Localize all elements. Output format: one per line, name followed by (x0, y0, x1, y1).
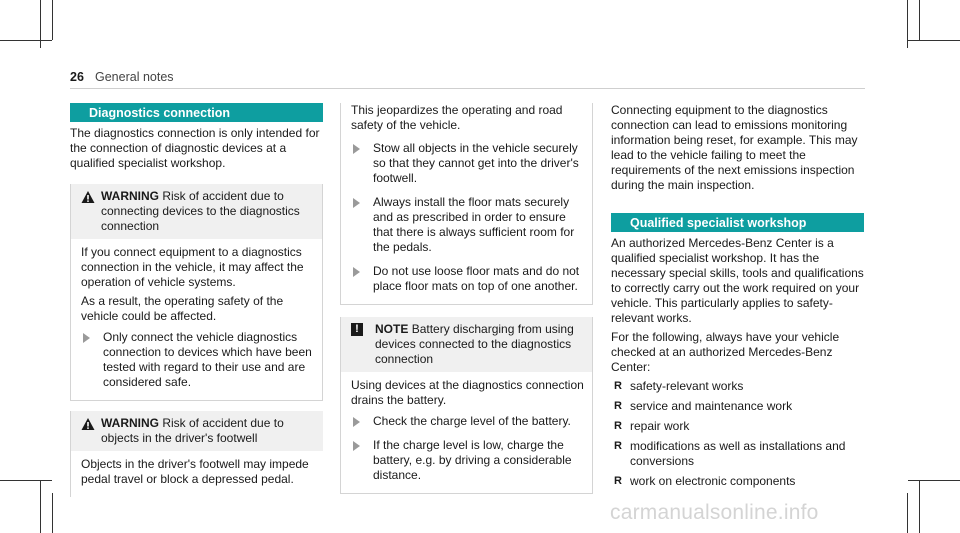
exclamation-icon: ! (351, 323, 363, 336)
workshop-paragraph: For the following, always have your vehicle checked at an authorized Mercedes-Benz Center: (611, 330, 840, 374)
crop-mark (52, 493, 53, 533)
warning-box-footwell (70, 411, 323, 497)
crop-mark (908, 40, 960, 41)
page-number: 26 (70, 70, 84, 84)
crop-mark (52, 0, 53, 40)
step-text: Check the charge level of the battery. (373, 414, 571, 428)
step-arrow-icon (353, 144, 360, 154)
note-body (341, 372, 592, 493)
step-item (351, 414, 584, 429)
list-item (611, 419, 864, 434)
crop-mark (919, 480, 920, 533)
warning-title: Risk of accident due to connecting devices to the diagnostics connection (101, 189, 300, 233)
warning-label: WARNING (101, 416, 159, 430)
step-item (351, 195, 584, 255)
step-arrow-icon (353, 417, 360, 427)
warning-text: As a result, the operating safety of the vehicle could be affected. (81, 294, 284, 323)
list-item (611, 379, 864, 394)
list-item-text: modifications as well as installations and conversions (630, 439, 846, 468)
step-text: Always install the floor mats securely and as prescribed in order to ensure that there is always sufficient room for the pedals. (373, 195, 575, 254)
list-item-text: repair work (630, 419, 690, 433)
crop-mark (908, 480, 960, 481)
warning-box-diagnostics (70, 184, 323, 401)
step-item (351, 438, 584, 483)
warning-text: Objects in the driver's footwell may impede pedal travel or block a depressed pedal. (81, 457, 309, 486)
warning-header (71, 411, 323, 451)
watermark: carmanualsonline.info (610, 501, 819, 524)
bullet-icon: R (614, 380, 622, 392)
warning-text: If you connect equipment to a diagnostics connection in the vehicle, it may affect the operation of vehicle systems. (81, 245, 304, 289)
continuation-text: This jeopardizes the operating and road safety of the vehicle. (351, 103, 563, 132)
bullet-icon: R (614, 400, 622, 412)
bullet-icon: R (614, 440, 622, 452)
section-title: General notes (95, 70, 174, 84)
list-item-text: service and maintenance work (630, 399, 793, 413)
diagnostics-intro: The diagnostics connection is only intended for the connection of diagnostic devices at a qualified specialist workshop. (70, 126, 320, 170)
step-arrow-icon (353, 198, 360, 208)
warning-triangle-icon (81, 190, 95, 204)
warning-continuation (340, 103, 593, 305)
note-label: NOTE (375, 322, 409, 336)
crop-mark (907, 493, 908, 533)
column-3 (611, 103, 864, 494)
heading-qualified-workshop: Qualified specialist workshop (611, 213, 864, 232)
warning-label: WARNING (101, 189, 159, 203)
crop-mark (40, 480, 41, 533)
step-item (351, 141, 584, 186)
step-text: If the charge level is low, charge the battery, e.g. by driving a considerable distance. (373, 438, 572, 482)
step-item (351, 264, 584, 294)
warning-triangle-icon (81, 417, 95, 431)
step-text: Do not use loose floor mats and do not place floor mats on top of one another. (373, 264, 580, 293)
crop-mark (0, 40, 52, 41)
step-arrow-icon (83, 333, 90, 343)
bullet-icon: R (614, 420, 622, 432)
step-arrow-icon (353, 267, 360, 277)
list-item-text: safety-relevant works (630, 379, 744, 393)
step-text: Only connect the vehicle diagnostics connection to devices which have been tested with regard to their use and are considered safe. (103, 330, 312, 389)
workshop-paragraph: An authorized Mercedes-Benz Center is a qualified specialist workshop. It has the necessary special skills, tools and qualifications to correctly carry out the work required on your vehicle. This particularly applies to safety-relevant works. (611, 236, 864, 325)
step-arrow-icon (353, 441, 360, 451)
warning-body (71, 451, 323, 497)
list-item (611, 439, 864, 469)
list-item (611, 399, 864, 414)
warning-body (71, 239, 322, 400)
list-item (611, 474, 864, 489)
crop-mark (919, 0, 920, 40)
note-box-battery (340, 317, 593, 494)
warning-header (71, 184, 322, 239)
note-header (341, 317, 592, 372)
bullet-icon: R (614, 475, 622, 487)
note-text: Using devices at the diagnostics connection drains the battery. (351, 378, 584, 407)
column-1 (70, 103, 323, 497)
note-title: Battery discharging from using devices connected to the diagnostics connection (375, 322, 574, 366)
emissions-paragraph: Connecting equipment to the diagnostics connection can lead to emissions monitoring information being reset, for example. This may lead to the vehicle failing to meet the requirements of the next emissions inspection during the main inspection. (611, 103, 858, 192)
list-item-text: work on electronic components (630, 474, 796, 488)
header-rule (70, 88, 865, 89)
step-item (81, 330, 314, 390)
crop-mark (0, 480, 52, 481)
heading-diagnostics-connection: Diagnostics connection (70, 103, 323, 122)
column-2 (340, 103, 593, 494)
warning-title: Risk of accident due to objects in the driver's footwell (101, 416, 284, 445)
step-text: Stow all objects in the vehicle securely so that they cannot get into the driver's footwell. (373, 141, 579, 185)
